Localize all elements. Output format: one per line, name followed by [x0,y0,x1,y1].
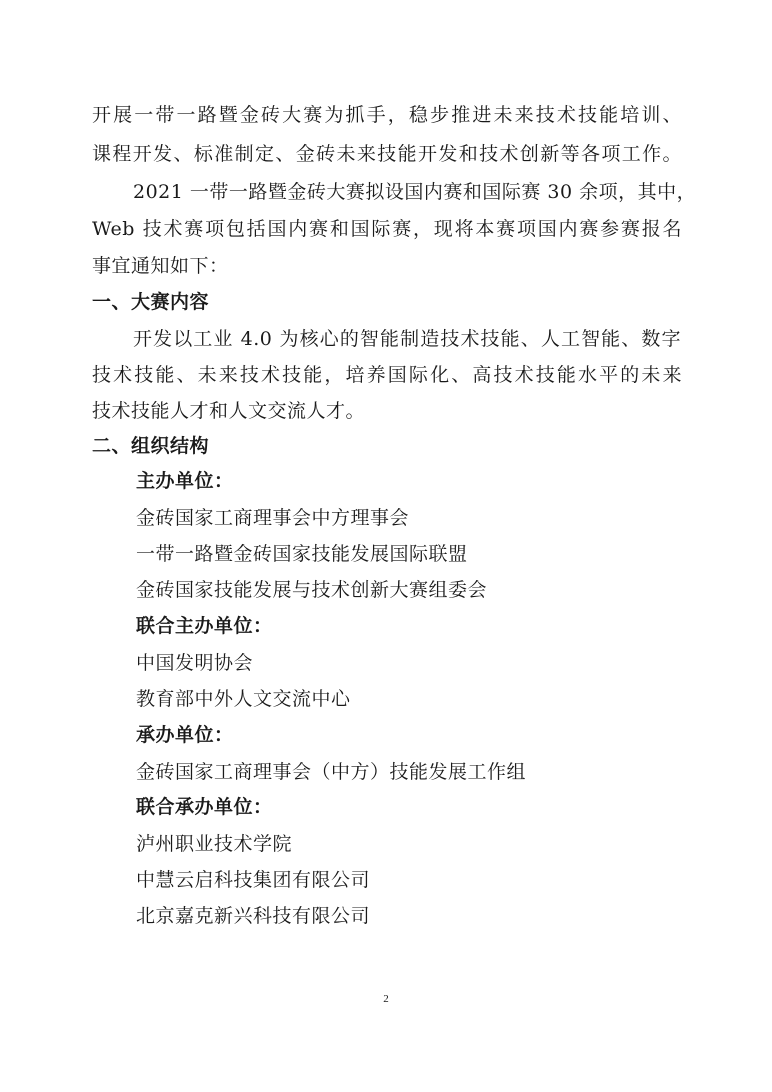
list-item: 金砖国家工商理事会中方理事会 [136,507,410,529]
sub-heading: 主办单位： [136,470,234,492]
paragraph-line: 开发以工业 4.0 为核心的智能制造技术技能、人工智能、数字 [133,328,681,350]
page-number: 2 [383,993,389,1005]
paragraph-line: 课程开发、标准制定、金砖未来技能开发和技术创新等各项工作。 [92,143,682,165]
paragraph-line: 2021 一带一路暨金砖大赛拟设国内赛和国际赛 30 余项，其中， [133,181,697,203]
sub-heading: 承办单位： [136,724,234,746]
list-item: 教育部中外人文交流中心 [136,688,351,710]
list-item: 泸州职业技术学院 [136,833,293,855]
list-item: 金砖国家技能发展与技术创新大赛组委会 [136,579,488,601]
paragraph-line: 事宜通知如下： [92,255,229,277]
paragraph-line: 技术技能、未来技术技能，培养国际化、高技术技能水平的未来 [92,364,682,386]
sub-heading: 联合承办单位： [136,796,273,818]
list-item: 北京嘉克新兴科技有限公司 [136,905,371,927]
section-heading: 二、组织结构 [92,435,210,457]
paragraph-line: 技术技能人才和人文交流人才。 [92,400,366,422]
paragraph-line: 开展一带一路暨金砖大赛为抓手，稳步推进未来技术技能培训、 [92,104,682,126]
paragraph-line: Web 技术赛项包括国内赛和国际赛，现将本赛项国内赛参赛报名 [92,218,682,240]
list-item: 中国发明协会 [136,652,254,674]
section-heading: 一、大赛内容 [92,291,210,313]
sub-heading: 联合主办单位： [136,615,273,637]
list-item: 一带一路暨金砖国家技能发展国际联盟 [136,543,468,565]
list-item: 中慧云启科技集团有限公司 [136,869,371,891]
list-item: 金砖国家工商理事会（中方）技能发展工作组 [136,761,527,783]
